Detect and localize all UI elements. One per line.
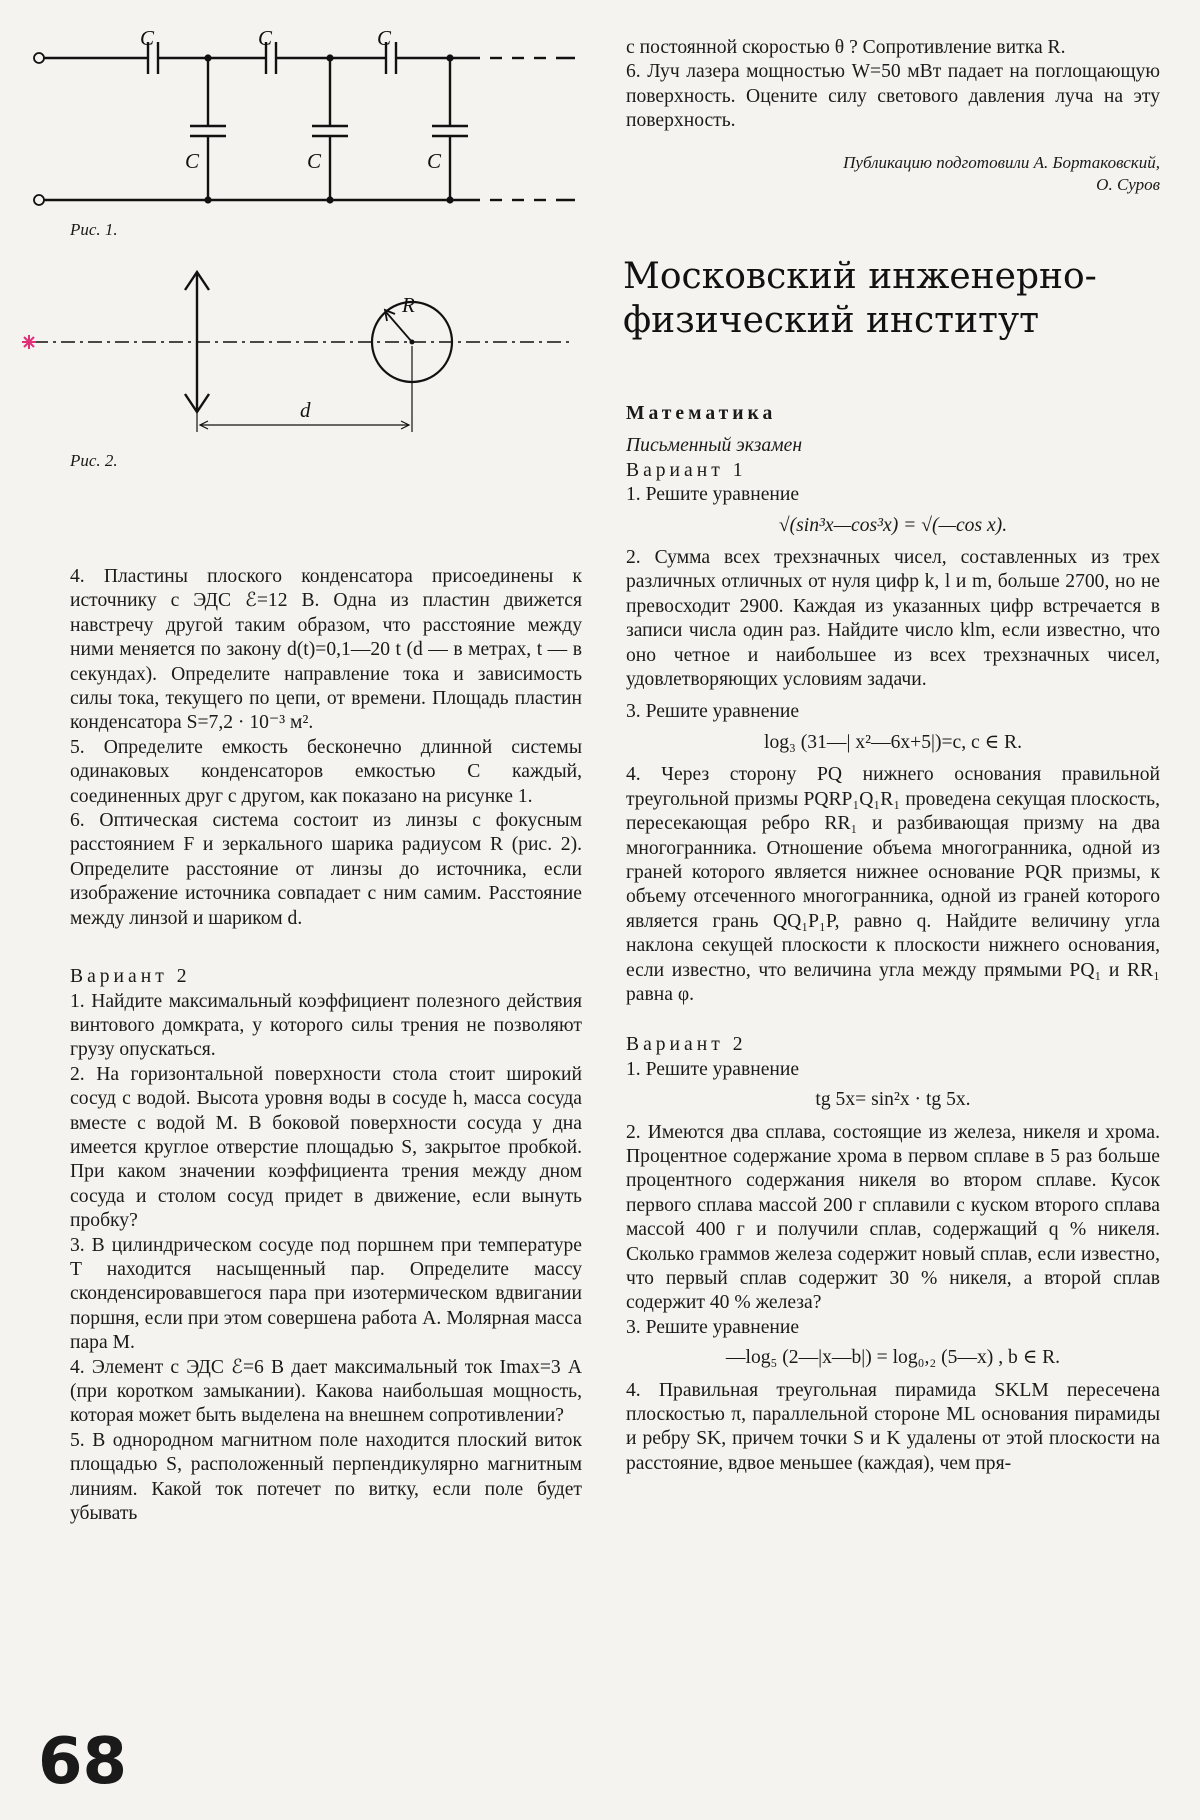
problem-6-laser: 6. Луч лазера мощностью W=50 мВт падает на поглощающую поверхность. Оцените силу светового давления луча на эту поверхность. [626, 61, 1160, 132]
v2-problem-1: 1. Найдите максимальный коэффициент полезного действия винтового домкрата, у которого силы трения не позволяют грузу опускаться. [70, 990, 582, 1061]
v2m-problem-4: 4. Правильная треугольная пирамида SKLM пересечена плоскостью π, параллельной стороне ML основания пирамиды и ребру SK, причем точки S и K удалены от этой плоскости на расстояние, вдвое меньшее (каждая), чем пря- [626, 1379, 1160, 1474]
figure-2-lens-ball [14, 262, 594, 452]
fig1-label-c: C [185, 149, 200, 173]
exam-type: Письменный экзамен [626, 435, 803, 457]
v1-problem-4: 4. Через сторону PQ нижнего основания правильной треугольной призмы PQRP₁Q₁R₁ проведена секущая плоскость, пересекающая ребро RR₁ и разбивающая призму на два многогранника. Отношение объема многогранника, одной из граней которого является нижнее основание PQR призмы, к объему отсеченного многогранника, одной из граней которого является грань QQ₁P₁P, равно q. Найдите величину угла наклона секущей плоскости к плоскости нижнего основания, если известно, что величина угла между прямыми PQ₁ и RR₁ равна φ. [626, 764, 1160, 1005]
fig1-label-c: C [427, 149, 442, 173]
fig1-label-c: C [307, 149, 322, 173]
v2-problem-2: 2. На горизонтальной поверхности стола стоит широкий сосуд с водой. Высота уровня воды в сосуде h, масса сосуда вместе с водой M. В боковой поверхности сосуда у дна имеется круглое отверстие площадью S, закрытое пробкой. При каком значении коэффициента трения между дном сосуда и столом сосуд придет в движение, если вынуть пробку? [70, 1063, 582, 1232]
fig2-label-r: R [402, 293, 415, 317]
v1-equation-1: √(sin³x—cos³x) = √(—cos x). [778, 514, 1008, 536]
v2-problem-3: 3. В цилиндрическом сосуде под поршнем при температуре T находится насыщенный пар. Определите массу сконденсировавшегося пара при изотермическом вдвигании поршня, если при этом совершена работа A. Молярная масса пара M. [70, 1234, 582, 1354]
variant-1-heading: Вариант 1 [626, 459, 747, 481]
right-column-top [626, 36, 1160, 196]
v2-problem-5: 5. В однородном магнитном поле находится плоский виток площадью S, расположенный перпендикулярно магнитным линиям. Какой ток потечет по витку, если поле будет убывать [70, 1429, 582, 1525]
problem-6: 6. Оптическая система состоит из линзы с фокусным расстоянием F и зеркального шарика радиусом R (рис. 2). Определите расстояние от линзы до источника, если изображение источника совпадает с ним самим. Расстояние между линзой и шариком d. [70, 810, 582, 929]
v2m-equation-1: tg 5x= sin²x · tg 5x. [815, 1089, 971, 1111]
v1-problem-3: 3. Решите уравнение [626, 701, 800, 723]
problem-4: 4. Пластины плоского конденсатора присоединены к источнику с ЭДС ℰ=12 В. Одна из пластин движется навстречу другой таким образом, что расстояние между ними меняется по закону d(t)=0,1—20 t (d — в метрах, t — в секундах). Определите направление тока и зависимость силы тока, текущего по цепи, от времени. Площадь пластин конденсатора S=7,2 · 10⁻³ м². [70, 566, 582, 734]
v2m-equation-3: —log₅ (2—|x—b|) = log₀,₂ (5—x) , b ∈ R. [725, 1347, 1061, 1369]
problem-5: 5. Определите емкость бесконечно длинной системы одинаковых конденсаторов емкостью C каждый, соединенных друг с другом, как показано на рисунке 1. [70, 736, 582, 807]
fig1-label-c: C [140, 28, 155, 50]
v1-equation-3: log₃ (31—| x²—6x+5|)=c, c ∈ R. [764, 731, 1022, 753]
fig1-label-c: C [258, 28, 273, 50]
v2m-problem-1: 1. Решите уравнение [626, 1058, 800, 1080]
variant-2-heading-math: Вариант 2 [626, 1034, 747, 1056]
v1-problem-1: 1. Решите уравнение [626, 484, 800, 506]
v2-problem-4: 4. Элемент с ЭДС ℰ=6 В дает максимальный ток Imax=3 А (при коротком замыкании). Какова наибольшая мощность, которая может быть выделена на внешнем сопротивлении? [70, 1356, 582, 1427]
figure-1-caption: Рис. 1. [70, 220, 118, 239]
figure-2-caption: Рис. 2. [70, 451, 118, 470]
continued-text: с постоянной скоростью θ ? Сопротивление витка R. [626, 37, 1066, 58]
variant-2-heading: Вариант 2 [70, 966, 191, 988]
credit-line-1: Публикацию подготовили А. Бортаковский, [843, 152, 1160, 172]
right-column-main [626, 402, 1160, 1476]
subject-heading: Математика [626, 403, 777, 424]
light-source-icon [22, 335, 36, 349]
figure-1-capacitor-ladder [30, 28, 590, 208]
fig1-label-c: C [377, 28, 392, 50]
fig2-label-d: d [300, 398, 311, 422]
v2m-problem-3: 3. Решите уравнение [626, 1316, 800, 1338]
credit-line-2: О. Суров [1096, 174, 1160, 194]
v1-problem-2: 2. Сумма всех трехзначных чисел, составленных из трех различных отличных от нуля цифр k, l и m, больше 2700, но не превосходит 2900. Каждая из указанных цифр встречается в записи числа один раз. Найдите число klm, если известно, что оно четное и наибольшее из всех трехзначных чисел, удовлетворяющих условиям задачи. [626, 547, 1160, 691]
v2m-problem-2: 2. Имеются два сплава, состоящие из железа, никеля и хрома. Процентное содержание хрома в первом сплаве в 5 раз больше процентного содержания никеля во втором сплаве. Кусок первого сплава массой 200 г сплавили с куском второго сплава массой 400 г и получили сплав, содержащий q % никеля. Сколько граммов железа содержит новый сплав, если известно, что первый сплав содержит 30 % никеля, а второй сплав содержит 40 % железа? [626, 1121, 1160, 1314]
institute-heading: Московский инженерно-физический институт [623, 256, 1097, 341]
page-number: 68 [38, 1725, 128, 1799]
left-column [70, 565, 582, 1526]
